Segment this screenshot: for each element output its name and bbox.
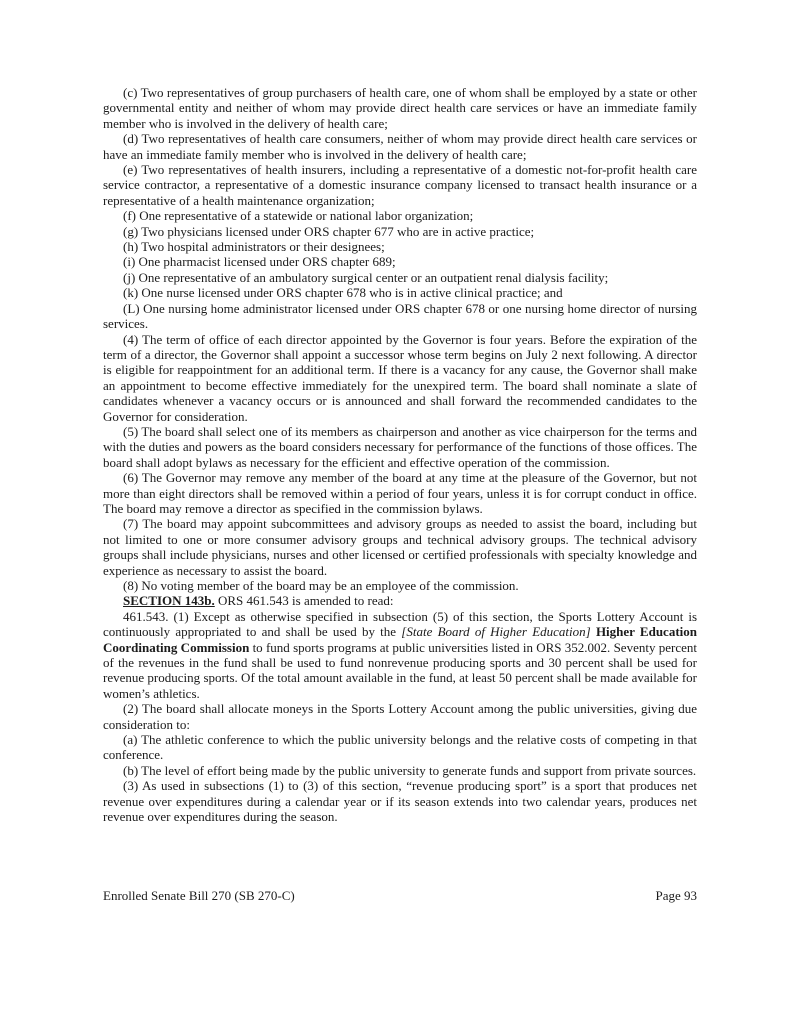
text-segment: (k) One nurse licensed under ORS chapter 678 who is in active clinical practice; and [123, 285, 563, 301]
text-segment: to fund sports programs at public universities listed in ORS 352.002. Seventy percent of the revenues in the fund shall be used to fund nonrevenue producing sports and 30 percent shall be used for revenue producing sports. Of the total amount available in the fund, at least 50 percent shall be made available for women’s athletics. [103, 639, 697, 701]
paragraph [103, 285, 697, 300]
text-segment: (b) The level of effort being made by the public university to generate funds and support from private sources. [123, 762, 697, 778]
text-segment: (L) One nursing home administrator licensed under ORS chapter 678 or one nursing home director of nursing services. [103, 300, 697, 332]
paragraph [103, 732, 697, 763]
paragraph [103, 332, 697, 424]
text-segment: 461.543. (1) Except as otherwise specified in subsection (5) of this section, the Sports Lottery Account is continuously appropriated to and shall be used by the [103, 608, 697, 640]
paragraph [103, 701, 697, 732]
paragraph [103, 778, 697, 824]
text-segment: (i) One pharmacist licensed under ORS chapter 689; [123, 254, 396, 270]
paragraph [103, 578, 697, 593]
text-segment: (6) The Governor may remove any member of the board at any time at the pleasure of the Governor, but not more than eight directors shall be removed within a period of four years, unless it is for corrupt conduct in office. The board may remove a director as specified in the commission bylaws. [103, 470, 697, 516]
text-segment: (c) Two representatives of group purchasers of health care, one of whom shall be employed by a state or other governmental entity and neither of whom may provide direct health care services or have an immediate family member who is involved in the delivery of health care; [103, 85, 697, 131]
paragraph [103, 270, 697, 285]
footer-page-number: Page 93 [655, 888, 697, 903]
paragraph [103, 470, 697, 516]
paragraph [103, 162, 697, 208]
text-segment: (g) Two physicians licensed under ORS chapter 677 who are in active practice; [123, 223, 535, 239]
paragraph [103, 224, 697, 239]
document-body [103, 85, 697, 825]
text-segment: (5) The board shall select one of its members as chairperson and another as vice chairperson for the terms and with the duties and powers as the board considers necessary for performance of the functions of those offices. The board shall adopt bylaws as necessary for the efficient and effective operation of the commission. [103, 423, 697, 470]
paragraph [103, 254, 697, 269]
text-segment: (f) One representative of a statewide or national labor organization; [123, 208, 474, 224]
text-segment: Higher Education Coordinating Commission [103, 624, 697, 655]
text-segment: (d) Two representatives of health care consumers, neither of whom may provide direct health care services or have an immediate family member who is involved in the delivery of health care; [103, 131, 697, 162]
text-segment: (j) One representative of an ambulatory surgical center or an outpatient renal dialysis facility; [123, 269, 609, 285]
paragraph [103, 85, 697, 131]
paragraph [103, 424, 697, 470]
paragraph [103, 239, 697, 254]
paragraph [103, 763, 697, 778]
text-segment: ORS 461.543 is amended to read: [214, 593, 394, 609]
text-segment: (h) Two hospital administrators or their designees; [123, 239, 385, 255]
text-segment: (8) No voting member of the board may be an employee of the commission. [123, 578, 519, 593]
paragraph [103, 593, 697, 608]
text-segment: (a) The athletic conference to which the public university belongs and the relative costs of competing in that conference. [103, 732, 697, 763]
text-segment: [State Board of Higher Education] [401, 624, 591, 640]
text-segment: (7) The board may appoint subcommittees and advisory groups as needed to assist the board, including but not limited to one or more consumer advisory groups and technical advisory groups. The technical advisory groups shall include physicians, nurses and other licensed or certified professionals with specialty knowledge and experience as necessary to assist the board. [103, 516, 697, 578]
paragraph [103, 609, 697, 701]
text-segment: SECTION 143b. [123, 593, 215, 609]
paragraph [103, 208, 697, 223]
text-segment: (4) The term of office of each director appointed by the Governor is four years. Before the expiration of the term of a director, the Governor shall appoint a successor whose term begins on July 2 next following. A director is eligible for reappointment for an additional term. If there is a vacancy for any cause, the Governor shall make an appointment to become effective immediately for the unexpired term. The board shall nominate a slate of candidates whenever a vacancy occurs or is announced and shall forward the recommended candidates to the Governor for consideration. [103, 331, 697, 424]
text-segment: (e) Two representatives of health insurers, including a representative of a domestic not-for-profit health care service contractor, a representative of a domestic insurance company licensed to transact health insurance or a representative of a health maintenance organization; [103, 162, 697, 208]
paragraph [103, 516, 697, 578]
footer-bill-title: Enrolled Senate Bill 270 (SB 270-C) [103, 888, 295, 903]
text-segment: (2) The board shall allocate moneys in the Sports Lottery Account among the public universities, giving due consideration to: [103, 701, 697, 732]
page-footer [103, 888, 697, 903]
text-segment: (3) As used in subsections (1) to (3) of this section, “revenue producing sport” is a sport that produces net revenue over expenditures during a calendar year or if its season extends into two calendar years, produces net revenue over expenditures during the season. [103, 778, 697, 825]
paragraph [103, 301, 697, 332]
paragraph [103, 131, 697, 162]
